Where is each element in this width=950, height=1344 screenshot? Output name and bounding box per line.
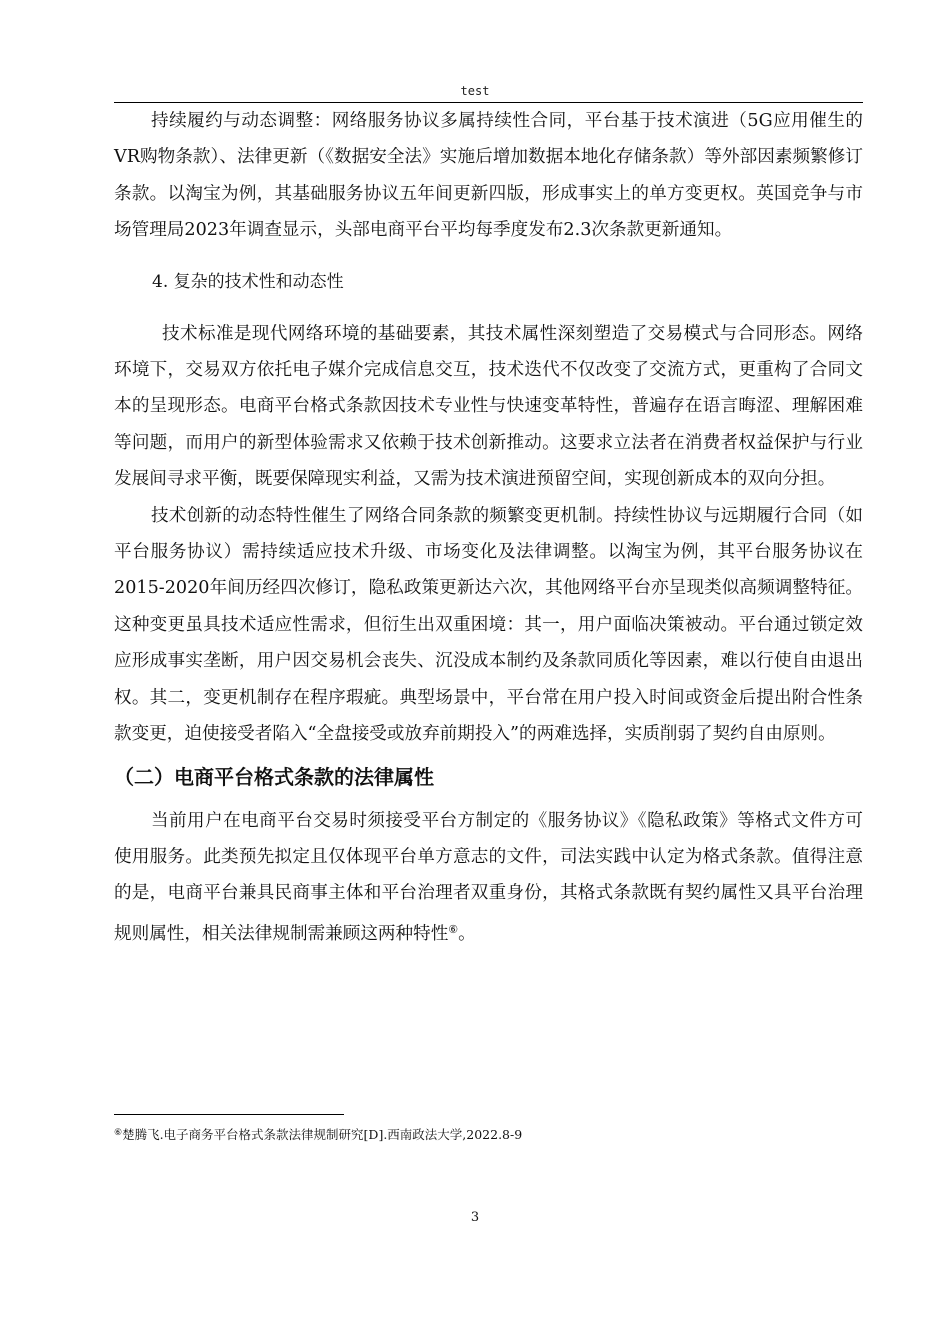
footnote <box>114 1124 522 1144</box>
footnote-mark: ⑥ <box>114 1128 123 1138</box>
paragraph-dynamic-change: 技术创新的动态特性催生了网络合同条款的频繁变更机制。持续性协议与远期履行合同（如平台服务协议）需持续适应技术升级、市场变化及法律调整。以淘宝为例，其平台服务协议在2015-2020年间历经四次修订，隐私政策更新达六次，其他网络平台亦呈现类似高频调整特征。这种变更虽具技术适应性需求，但衍生出双重困境：其一，用户面临决策被动。平台通过锁定效应形成事实垄断，用户因交易机会丧失、沉没成本制约及条款同质化等因素，难以行使自由退出权。其二，变更机制存在程序瑕疵。典型场景中，平台常在用户投入时间或资金后提出附合性条款变更，迫使接受者陷入“全盘接受或放弃前期投入”的两难选择，实质削弱了契约自由原则。 <box>114 505 863 745</box>
paragraph-continuous-performance: 持续履约与动态调整：网络服务协议多属持续性合同，平台基于技术演进（5G应用催生的VR购物条款）、法律更新（《数据安全法》实施后增加数据本地化存储条款）等外部因素频繁修订条款。以淘宝为例，其基础服务协议五年间更新四版，形成事实上的单方变更权。英国竞争与市场管理局2023年调查显示，头部电商平台平均每季度发布2.3次条款更新通知。 <box>114 111 863 241</box>
section-heading: （二）电商平台格式条款的法律属性 <box>114 764 434 789</box>
page-header: test <box>460 84 490 98</box>
paragraph-technical-standards: 技术标准是现代网络环境的基础要素，其技术属性深刻塑造了交易模式与合同形态。网络环境下，交易双方依托电子媒介完成信息交互，技术迭代不仅改变了交流方式，更重构了合同文本的呈现形态。电商平台格式条款因技术专业性与快速变革特性，普遍存在语言晦涩、理解困难等问题，而用户的新型体验需求又依赖于技术创新推动。这要求立法者在消费者权益保护与行业发展间寻求平衡，既要保障现实利益，又需为技术演进预留空间，实现创新成本的双向分担。 <box>114 323 863 490</box>
footnote-rule <box>114 1114 344 1115</box>
paragraph-legal-attributes-text: 当前用户在电商平台交易时须接受平台方制定的《服务协议》《隐私政策》等格式文件方可使用服务。此类预先拟定且仅体现平台单方意志的文件，司法实践中认定为格式条款。值得注意的是，电商平台兼具民商事主体和平台治理者双重身份，其格式条款既有契约属性又具平台治理规则属性，相关法律规制需兼顾这两种特性 <box>114 810 863 944</box>
footnote-reference-mark[interactable]: ⑥ <box>448 922 459 936</box>
body-content <box>114 103 863 952</box>
paragraph-legal-attributes <box>114 803 863 953</box>
list-item-4: 4. 复杂的技术性和动态性 <box>152 271 344 292</box>
page-number: 3 <box>470 1210 480 1225</box>
footnote-text: 楚腾飞.电子商务平台格式条款法律规制研究[D].西南政法大学,2022.8-9 <box>122 1127 523 1142</box>
paragraph-end-punct: 。 <box>458 923 476 944</box>
